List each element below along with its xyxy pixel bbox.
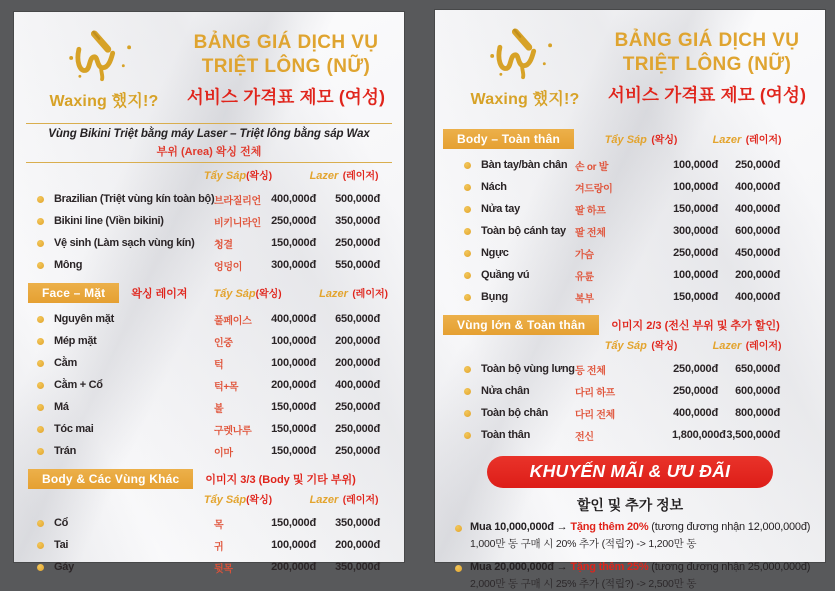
bikini-section-rows bbox=[14, 188, 404, 276]
wax-price: 100,000đ bbox=[271, 335, 316, 347]
laser-price: 200,000đ bbox=[335, 335, 380, 347]
laser-price: 500,000đ bbox=[335, 193, 380, 205]
bullet-icon bbox=[37, 426, 44, 433]
wax-column-header: Tẩy Sáp (왁싱) bbox=[604, 134, 678, 146]
promo-lead: Mua 10,000,000đ → bbox=[470, 521, 571, 533]
laser-column-header: Lazer (레이저) bbox=[712, 134, 782, 146]
price-row bbox=[14, 232, 404, 254]
wax-column-header: Tẩy Sáp(왁싱) bbox=[213, 288, 282, 300]
price-row bbox=[435, 154, 825, 176]
item-korean-label: 복부 bbox=[575, 293, 594, 305]
promo-lead: Mua 20,000,000đ → bbox=[470, 561, 571, 573]
laser-price: 250,000đ bbox=[335, 401, 380, 413]
bullet-icon bbox=[37, 448, 44, 455]
title-line1: BẢNG GIÁ DỊCH VỤ bbox=[193, 32, 379, 54]
bullet-icon bbox=[37, 520, 44, 527]
item-name: Nguyên mặt bbox=[54, 313, 114, 325]
laser-price: 800,000đ bbox=[735, 407, 780, 419]
item-name: Tóc mai bbox=[54, 423, 94, 435]
section-badge: Vùng lớn & Toàn thân bbox=[443, 315, 599, 335]
brand-name: Waxing 했지!? bbox=[49, 93, 159, 110]
bullet-icon bbox=[464, 388, 471, 395]
body-other-section-header bbox=[14, 468, 404, 490]
item-name: Gáy bbox=[54, 561, 74, 573]
wax-price: 100,000đ bbox=[673, 159, 718, 171]
price-row bbox=[14, 556, 404, 578]
wax-price: 150,000đ bbox=[271, 445, 316, 457]
face-section-header bbox=[14, 282, 404, 304]
bullet-icon bbox=[455, 565, 462, 572]
price-row bbox=[14, 512, 404, 534]
item-name: Bụng bbox=[481, 291, 508, 303]
price-row bbox=[14, 308, 404, 330]
item-name: Nách bbox=[481, 181, 507, 193]
laser-price: 3,500,000đ bbox=[726, 429, 780, 441]
item-name: Mông bbox=[54, 259, 83, 271]
wax-column-header: Tẩy Sáp(왁싱) bbox=[203, 170, 273, 182]
wax-price: 150,000đ bbox=[271, 401, 316, 413]
wax-price: 150,000đ bbox=[271, 423, 316, 435]
item-name: Toàn bộ cánh tay bbox=[481, 225, 566, 237]
card-header bbox=[14, 12, 404, 120]
item-korean-label: 엉덩이 bbox=[214, 261, 243, 273]
price-row bbox=[14, 188, 404, 210]
wax-price: 100,000đ bbox=[271, 539, 316, 551]
item-korean-label: 다리 전체 bbox=[575, 409, 615, 421]
wax-price: 200,000đ bbox=[271, 379, 316, 391]
wax-price: 250,000đ bbox=[271, 215, 316, 227]
laser-price: 250,000đ bbox=[335, 237, 380, 249]
bullet-icon bbox=[464, 294, 471, 301]
wax-price: 250,000đ bbox=[673, 385, 718, 397]
item-korean-label: 브라질리언 bbox=[214, 195, 261, 207]
price-row bbox=[435, 198, 825, 220]
laser-price: 250,000đ bbox=[335, 445, 380, 457]
item-korean-label: 비키니라인 bbox=[214, 217, 261, 229]
bullet-icon bbox=[464, 184, 471, 191]
wax-price: 300,000đ bbox=[271, 259, 316, 271]
section-note-korean: 왁싱 레이져 bbox=[131, 288, 188, 300]
promo-highlight: Tặng thêm 20% bbox=[570, 521, 652, 533]
promotion-item bbox=[455, 561, 811, 591]
bullet-icon bbox=[464, 250, 471, 257]
wax-price: 1,800,000đ bbox=[672, 429, 726, 441]
item-korean-label: 구렛나루 bbox=[214, 425, 252, 437]
bullet-icon bbox=[37, 564, 44, 571]
body-section-rows bbox=[435, 154, 825, 308]
bullet-icon bbox=[464, 410, 471, 417]
item-name: Trán bbox=[54, 445, 77, 457]
page-title bbox=[601, 29, 813, 77]
promotion-item bbox=[455, 521, 811, 551]
laser-price: 400,000đ bbox=[335, 379, 380, 391]
wax-column-header: Tẩy Sáp(왁싱) bbox=[203, 494, 273, 506]
bullet-icon bbox=[37, 218, 44, 225]
column-headers bbox=[14, 166, 404, 184]
promo-korean-line: 1,000만 동 구매 시 20% 추가 (적립?) -> 1,200만 동 bbox=[470, 538, 697, 550]
wax-price: 200,000đ bbox=[271, 561, 316, 573]
item-name: Bàn tay/bàn chân bbox=[481, 159, 568, 171]
intro-line-korean: 부위 (Area) 왁싱 전체 bbox=[156, 146, 262, 158]
large-areas-section-rows bbox=[435, 358, 825, 446]
price-card-left bbox=[14, 12, 404, 575]
item-name: Mép mặt bbox=[54, 335, 97, 347]
price-row bbox=[14, 440, 404, 462]
column-headers bbox=[14, 490, 404, 508]
wax-price: 150,000đ bbox=[673, 291, 718, 303]
wax-price: 150,000đ bbox=[271, 517, 316, 529]
item-korean-label: 턱+목 bbox=[214, 381, 239, 393]
wax-price: 150,000đ bbox=[271, 237, 316, 249]
logo bbox=[28, 29, 180, 111]
wax-price: 100,000đ bbox=[673, 181, 718, 193]
wax-price: 150,000đ bbox=[673, 203, 718, 215]
body-section-header bbox=[435, 128, 825, 150]
item-name: Toàn bộ vùng lưng bbox=[481, 363, 575, 375]
price-row bbox=[435, 424, 825, 446]
section-note-korean: 이미지 3/3 (Body 및 기타 부위) bbox=[205, 474, 356, 486]
item-name: Cằm + Cổ bbox=[54, 379, 103, 391]
price-row bbox=[435, 358, 825, 380]
price-row bbox=[14, 330, 404, 352]
item-name: Toàn thân bbox=[481, 429, 531, 441]
laser-price: 600,000đ bbox=[735, 385, 780, 397]
wax-price: 250,000đ bbox=[673, 363, 718, 375]
price-row bbox=[14, 210, 404, 232]
item-korean-label: 전신 bbox=[575, 431, 594, 443]
price-row bbox=[14, 534, 404, 556]
laser-price: 200,000đ bbox=[335, 357, 380, 369]
bullet-icon bbox=[37, 382, 44, 389]
item-korean-label: 청결 bbox=[214, 239, 233, 251]
section-note-korean: 이미지 2/3 (전신 부위 및 추가 할인) bbox=[611, 320, 780, 332]
item-korean-label: 목 bbox=[214, 519, 224, 531]
promotion-items bbox=[453, 521, 811, 591]
divider bbox=[26, 123, 392, 124]
price-card-right bbox=[435, 10, 825, 590]
laser-price: 450,000đ bbox=[735, 247, 780, 259]
item-korean-label: 팔 하프 bbox=[575, 205, 606, 217]
title-line1: BẢNG GIÁ DỊCH VỤ bbox=[614, 30, 800, 52]
card-header bbox=[435, 10, 825, 118]
price-row bbox=[435, 220, 825, 242]
price-row bbox=[435, 242, 825, 264]
wax-price: 100,000đ bbox=[271, 357, 316, 369]
item-name: Nửa tay bbox=[481, 203, 520, 215]
wax-price: 250,000đ bbox=[673, 247, 718, 259]
item-name: Cằm bbox=[54, 357, 77, 369]
laser-price: 350,000đ bbox=[335, 561, 380, 573]
price-row bbox=[435, 380, 825, 402]
item-name: Toàn bộ chân bbox=[481, 407, 549, 419]
bullet-icon bbox=[37, 338, 44, 345]
bullet-icon bbox=[37, 240, 44, 247]
item-korean-label: 뒷목 bbox=[214, 563, 233, 575]
laser-price: 200,000đ bbox=[735, 269, 780, 281]
promo-tail: (tương đương nhận 25,000,000đ) bbox=[651, 561, 811, 573]
item-korean-label: 손 or 발 bbox=[575, 161, 609, 173]
price-row bbox=[435, 176, 825, 198]
item-name: Ngực bbox=[481, 247, 509, 259]
laser-column-header: Lazer (레이저) bbox=[319, 288, 388, 300]
large-areas-section-header bbox=[435, 314, 825, 336]
wax-price: 400,000đ bbox=[271, 193, 316, 205]
wax-price: 400,000đ bbox=[673, 407, 718, 419]
item-korean-label: 팔 전체 bbox=[575, 227, 606, 239]
promotion-subtitle-korean: 할인 및 추가 정보 bbox=[576, 497, 684, 513]
promo-tail: (tương đương nhận 12,000,000đ) bbox=[651, 521, 811, 533]
laser-price: 350,000đ bbox=[335, 215, 380, 227]
laser-price: 400,000đ bbox=[735, 181, 780, 193]
item-korean-label: 가슴 bbox=[575, 249, 594, 261]
bullet-icon bbox=[37, 262, 44, 269]
body-other-section-rows bbox=[14, 512, 404, 578]
laser-price: 350,000đ bbox=[335, 517, 380, 529]
wax-drip-w-logo-icon bbox=[45, 72, 163, 89]
laser-price: 400,000đ bbox=[735, 203, 780, 215]
price-row bbox=[14, 418, 404, 440]
laser-price: 600,000đ bbox=[735, 225, 780, 237]
item-name: Brazilian (Triệt vùng kín toàn bộ) bbox=[54, 193, 215, 205]
bullet-icon bbox=[37, 196, 44, 203]
logo bbox=[449, 27, 601, 109]
price-row bbox=[14, 352, 404, 374]
laser-price: 250,000đ bbox=[735, 159, 780, 171]
promotion-section bbox=[435, 456, 825, 591]
title-line2: TRIỆT LÔNG (NỮ) bbox=[201, 56, 371, 77]
title-line2: TRIỆT LÔNG (NỮ) bbox=[622, 54, 792, 75]
title-block bbox=[601, 29, 817, 107]
item-korean-label: 겨드랑이 bbox=[575, 183, 613, 195]
bullet-icon bbox=[37, 316, 44, 323]
laser-price: 650,000đ bbox=[335, 313, 380, 325]
price-row bbox=[435, 286, 825, 308]
bullet-icon bbox=[464, 432, 471, 439]
promotion-badge: KHUYẾN MÃI & ƯU ĐÃI bbox=[487, 456, 773, 488]
item-korean-label: 다리 하프 bbox=[575, 387, 615, 399]
page-subtitle-korean: 서비스 가격표 제모 (여성) bbox=[607, 84, 807, 105]
divider bbox=[26, 162, 392, 163]
item-name: Má bbox=[54, 401, 69, 413]
bullet-icon bbox=[464, 228, 471, 235]
price-row bbox=[14, 396, 404, 418]
wax-price: 300,000đ bbox=[673, 225, 718, 237]
promo-korean-line: 2,000만 동 구매 시 25% 추가 (적립?) -> 2,500만 동 bbox=[470, 578, 697, 590]
section-badge: Body & Các Vùng Khác bbox=[28, 469, 193, 489]
laser-column-header: Lazer (레이저) bbox=[309, 494, 379, 506]
brand-name: Waxing 했지!? bbox=[470, 91, 580, 108]
item-name: Nửa chân bbox=[481, 385, 530, 397]
wax-drip-w-logo-icon bbox=[466, 70, 584, 87]
item-korean-label: 턱 bbox=[214, 359, 224, 371]
section-badge: Body – Toàn thân bbox=[443, 129, 574, 149]
price-row bbox=[435, 402, 825, 424]
item-korean-label: 유륜 bbox=[575, 271, 594, 283]
promo-highlight: Tặng thêm 25% bbox=[570, 561, 652, 573]
bullet-icon bbox=[37, 542, 44, 549]
item-name: Cổ bbox=[54, 517, 69, 529]
wax-price: 400,000đ bbox=[271, 313, 316, 325]
price-row bbox=[435, 264, 825, 286]
bullet-icon bbox=[455, 525, 462, 532]
bullet-icon bbox=[464, 272, 471, 279]
item-name: Quầng vú bbox=[481, 269, 530, 281]
promotion-item-text bbox=[470, 521, 810, 551]
item-korean-label: 귀 bbox=[214, 541, 224, 553]
item-name: Bikini line (Viền bikini) bbox=[54, 215, 164, 227]
price-row bbox=[14, 254, 404, 276]
title-block bbox=[180, 31, 396, 109]
bullet-icon bbox=[464, 162, 471, 169]
bullet-icon bbox=[464, 366, 471, 373]
laser-price: 250,000đ bbox=[335, 423, 380, 435]
promotion-item-text bbox=[470, 561, 810, 591]
laser-price: 200,000đ bbox=[335, 539, 380, 551]
item-korean-label: 이마 bbox=[214, 447, 233, 459]
face-section-rows bbox=[14, 308, 404, 462]
laser-column-header: Lazer (레이저) bbox=[309, 170, 379, 182]
column-headers bbox=[435, 336, 825, 354]
section-badge: Face – Mặt bbox=[28, 283, 119, 303]
laser-price: 400,000đ bbox=[735, 291, 780, 303]
item-name: Tai bbox=[54, 539, 69, 551]
item-korean-label: 인중 bbox=[214, 337, 233, 349]
page-title bbox=[180, 31, 392, 79]
item-name: Vệ sinh (Làm sạch vùng kín) bbox=[54, 237, 195, 249]
page-subtitle-korean: 서비스 가격표 제모 (여성) bbox=[186, 86, 386, 107]
item-korean-label: 등 전체 bbox=[575, 365, 606, 377]
bullet-icon bbox=[37, 404, 44, 411]
laser-price: 550,000đ bbox=[335, 259, 380, 271]
laser-price: 650,000đ bbox=[735, 363, 780, 375]
bullet-icon bbox=[464, 206, 471, 213]
price-row bbox=[14, 374, 404, 396]
wax-column-header: Tẩy Sáp (왁싱) bbox=[604, 340, 678, 352]
intro-line-vietnamese: Vùng Bikini Triệt bằng máy Laser – Triệt lông bằng sáp Wax bbox=[48, 128, 370, 140]
item-korean-label: 풀페이스 bbox=[214, 315, 252, 327]
wax-price: 100,000đ bbox=[673, 269, 718, 281]
laser-column-header: Lazer (레이저) bbox=[712, 340, 782, 352]
bullet-icon bbox=[37, 360, 44, 367]
item-korean-label: 볼 bbox=[214, 403, 224, 415]
